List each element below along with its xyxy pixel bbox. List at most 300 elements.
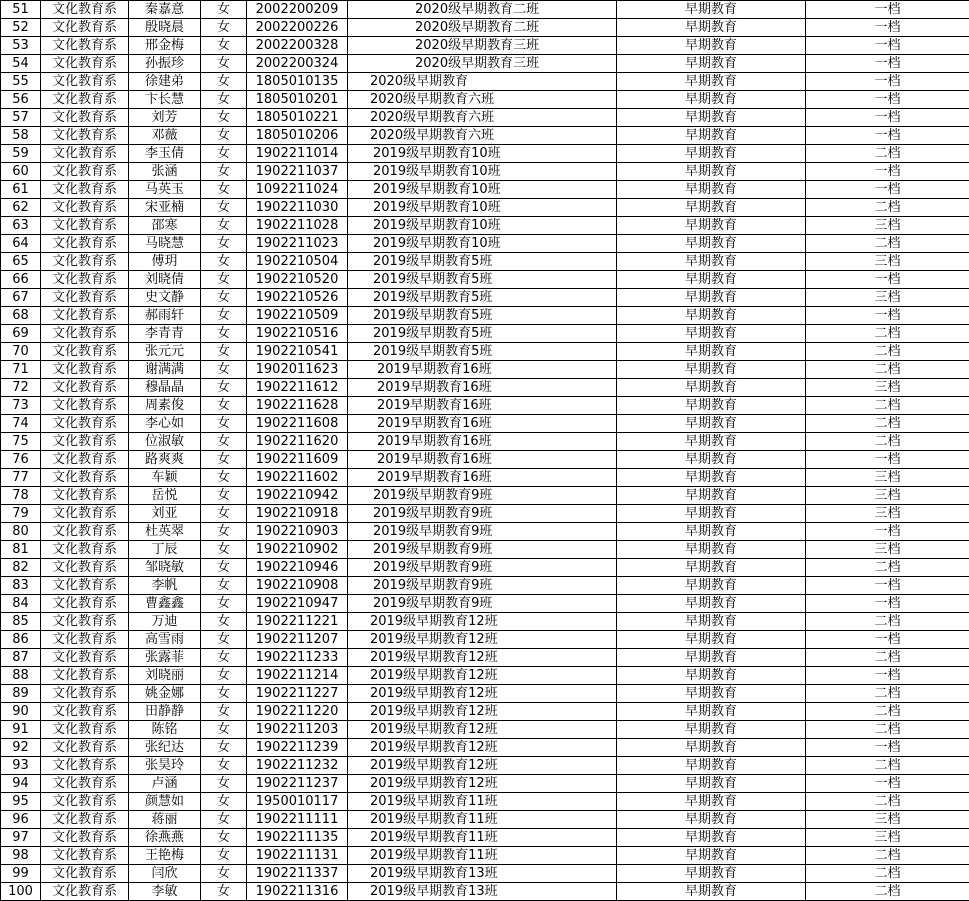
cell-gender: 女 [201,739,247,757]
cell-tier: 三档 [806,505,969,523]
table-row [1,343,969,361]
cell-tier: 二档 [806,703,969,721]
cell-tier: 一档 [806,523,969,541]
cell-class [348,307,617,325]
table-row [1,397,969,415]
cell-department: 文化教育系 [41,775,129,793]
table-row [1,379,969,397]
cell-student-id: 1902210918 [247,505,348,523]
cell-gender: 女 [201,451,247,469]
cell-gender: 女 [201,793,247,811]
cell-major: 早期教育 [617,91,806,109]
cell-department: 文化教育系 [41,91,129,109]
cell-student-name: 丁辰 [129,541,201,559]
cell-department: 文化教育系 [41,235,129,253]
cell-gender: 女 [201,19,247,37]
cell-class [348,1,617,19]
class-label: 2020级早期教育三班 [415,56,540,71]
cell-student-id: 1902210902 [247,541,348,559]
cell-tier: 一档 [806,307,969,325]
cell-department: 文化教育系 [41,883,129,901]
cell-row-number: 66 [1,271,41,289]
cell-major: 早期教育 [617,793,806,811]
cell-student-name: 李敏 [129,883,201,901]
cell-major: 早期教育 [617,217,806,235]
cell-tier: 一档 [806,109,969,127]
cell-student-id: 1902211023 [247,235,348,253]
cell-tier: 一档 [806,775,969,793]
cell-tier: 一档 [806,163,969,181]
cell-gender: 女 [201,325,247,343]
cell-student-id: 1902211014 [247,145,348,163]
cell-row-number: 85 [1,613,41,631]
class-label: 2020级早期教育二班 [415,2,540,17]
cell-department: 文化教育系 [41,325,129,343]
cell-student-name: 颜慧如 [129,793,201,811]
cell-student-name: 殷晓晨 [129,19,201,37]
cell-major: 早期教育 [617,343,806,361]
cell-department: 文化教育系 [41,163,129,181]
cell-student-name: 位淑敏 [129,433,201,451]
cell-class [348,631,617,649]
cell-major: 早期教育 [617,613,806,631]
cell-tier: 二档 [806,649,969,667]
class-label: 2019级早期教育10班 [373,164,501,179]
cell-student-name: 路爽爽 [129,451,201,469]
cell-department: 文化教育系 [41,469,129,487]
cell-student-id: 1902211237 [247,775,348,793]
cell-department: 文化教育系 [41,1,129,19]
class-label: 2020级早期教育 [370,74,469,89]
class-label: 2019早期教育16班 [377,470,492,485]
cell-student-id: 1902210541 [247,343,348,361]
table-row [1,127,969,145]
cell-tier: 二档 [806,397,969,415]
class-label: 2019早期教育16班 [377,416,492,431]
cell-department: 文化教育系 [41,757,129,775]
class-label: 2020级早期教育六班 [370,92,495,107]
cell-student-name: 马英玉 [129,181,201,199]
cell-tier: 二档 [806,721,969,739]
table-row [1,541,969,559]
cell-class [348,127,617,145]
cell-major: 早期教育 [617,127,806,145]
cell-student-name: 李心如 [129,415,201,433]
cell-student-name: 张元元 [129,343,201,361]
table-row [1,415,969,433]
cell-department: 文化教育系 [41,199,129,217]
table-row [1,793,969,811]
cell-gender: 女 [201,775,247,793]
cell-gender: 女 [201,343,247,361]
cell-student-id: 1805010206 [247,127,348,145]
cell-student-id: 1902211608 [247,415,348,433]
cell-department: 文化教育系 [41,847,129,865]
cell-student-id: 1902211628 [247,397,348,415]
cell-class [348,883,617,901]
cell-student-name: 郝雨轩 [129,307,201,325]
cell-student-name: 刘亚 [129,505,201,523]
cell-student-id: 1805010221 [247,109,348,127]
cell-student-name: 万迪 [129,613,201,631]
class-label: 2019级早期教育10班 [373,200,501,215]
cell-class [348,253,617,271]
cell-student-id: 1902211337 [247,865,348,883]
cell-student-id: 1902211030 [247,199,348,217]
cell-student-id: 1902211214 [247,667,348,685]
cell-student-id: 1902211620 [247,433,348,451]
cell-student-id: 1902210903 [247,523,348,541]
cell-student-name: 傅玥 [129,253,201,271]
cell-gender: 女 [201,91,247,109]
table-row [1,865,969,883]
class-label: 2019级早期教育12班 [370,650,498,665]
cell-tier: 三档 [806,253,969,271]
cell-gender: 女 [201,271,247,289]
class-label: 2019级早期教育12班 [370,668,498,683]
table-row [1,757,969,775]
cell-tier: 一档 [806,631,969,649]
cell-row-number: 76 [1,451,41,469]
cell-tier: 一档 [806,55,969,73]
cell-student-name: 周素俊 [129,397,201,415]
cell-gender: 女 [201,37,247,55]
cell-department: 文化教育系 [41,307,129,325]
cell-major: 早期教育 [617,451,806,469]
cell-row-number: 69 [1,325,41,343]
cell-department: 文化教育系 [41,649,129,667]
cell-tier: 二档 [806,559,969,577]
class-label: 2019级早期教育11班 [370,830,498,845]
cell-gender: 女 [201,289,247,307]
cell-gender: 女 [201,649,247,667]
cell-major: 早期教育 [617,775,806,793]
cell-row-number: 84 [1,595,41,613]
cell-student-id: 1902211220 [247,703,348,721]
cell-student-id: 1805010201 [247,91,348,109]
cell-major: 早期教育 [617,307,806,325]
cell-department: 文化教育系 [41,127,129,145]
cell-tier: 二档 [806,613,969,631]
cell-student-id: 2002200324 [247,55,348,73]
cell-student-id: 2002200209 [247,1,348,19]
cell-gender: 女 [201,55,247,73]
cell-major: 早期教育 [617,1,806,19]
table-row [1,451,969,469]
cell-student-id: 1902210947 [247,595,348,613]
cell-gender: 女 [201,523,247,541]
class-label: 2019级早期教育13班 [370,866,498,881]
cell-student-id: 1902211602 [247,469,348,487]
cell-row-number: 87 [1,649,41,667]
cell-class [348,649,617,667]
cell-student-name: 闫欣 [129,865,201,883]
cell-class [348,415,617,433]
table-row [1,73,969,91]
cell-student-id: 1902211316 [247,883,348,901]
cell-student-id: 1902211239 [247,739,348,757]
cell-gender: 女 [201,577,247,595]
table-row [1,559,969,577]
cell-student-id: 1902211037 [247,163,348,181]
cell-department: 文化教育系 [41,739,129,757]
cell-tier: 一档 [806,577,969,595]
table-row [1,595,969,613]
table-row [1,847,969,865]
cell-gender: 女 [201,199,247,217]
cell-student-name: 岳悦 [129,487,201,505]
cell-tier: 二档 [806,199,969,217]
cell-student-name: 徐燕燕 [129,829,201,847]
cell-class [348,289,617,307]
cell-department: 文化教育系 [41,217,129,235]
cell-row-number: 63 [1,217,41,235]
cell-student-id: 2002200226 [247,19,348,37]
class-label: 2019早期教育16班 [377,398,492,413]
cell-major: 早期教育 [617,289,806,307]
cell-gender: 女 [201,163,247,181]
cell-student-name: 田静静 [129,703,201,721]
cell-row-number: 62 [1,199,41,217]
class-label: 2019级早期教育13班 [370,884,498,899]
cell-student-id: 1902211131 [247,847,348,865]
cell-student-name: 李帆 [129,577,201,595]
cell-department: 文化教育系 [41,343,129,361]
cell-class [348,577,617,595]
cell-tier: 一档 [806,91,969,109]
cell-tier: 二档 [806,757,969,775]
cell-student-name: 高雪雨 [129,631,201,649]
table-row [1,433,969,451]
class-label: 2019级早期教育9班 [373,542,493,557]
cell-student-id: 1902210509 [247,307,348,325]
cell-class [348,847,617,865]
class-label: 2019级早期教育9班 [373,506,493,521]
cell-student-id: 1902211111 [247,811,348,829]
cell-student-name: 张昊玲 [129,757,201,775]
cell-student-name: 刘芳 [129,109,201,127]
cell-class [348,541,617,559]
cell-department: 文化教育系 [41,523,129,541]
cell-class [348,793,617,811]
cell-major: 早期教育 [617,649,806,667]
cell-department: 文化教育系 [41,379,129,397]
cell-student-id: 1902211028 [247,217,348,235]
cell-tier: 二档 [806,793,969,811]
cell-row-number: 70 [1,343,41,361]
cell-student-id: 1902210516 [247,325,348,343]
table-row [1,181,969,199]
cell-gender: 女 [201,73,247,91]
cell-class [348,235,617,253]
cell-class [348,343,617,361]
cell-class [348,55,617,73]
class-label: 2020级早期教育三班 [415,38,540,53]
cell-gender: 女 [201,487,247,505]
cell-department: 文化教育系 [41,109,129,127]
cell-class [348,199,617,217]
table-row [1,469,969,487]
cell-major: 早期教育 [617,703,806,721]
cell-row-number: 60 [1,163,41,181]
cell-tier: 一档 [806,181,969,199]
cell-class [348,451,617,469]
cell-student-name: 邹晓敏 [129,559,201,577]
cell-student-id: 1902210526 [247,289,348,307]
class-label: 2019级早期教育9班 [373,524,493,539]
cell-tier: 二档 [806,325,969,343]
cell-gender: 女 [201,505,247,523]
table-row [1,685,969,703]
class-label: 2019级早期教育9班 [373,596,493,611]
cell-gender: 女 [201,145,247,163]
table-row [1,55,969,73]
cell-class [348,757,617,775]
cell-department: 文化教育系 [41,811,129,829]
table-row [1,109,969,127]
cell-gender: 女 [201,829,247,847]
cell-student-name: 刘晓倩 [129,271,201,289]
class-label: 2019级早期教育9班 [373,578,493,593]
cell-row-number: 99 [1,865,41,883]
cell-row-number: 67 [1,289,41,307]
table-row [1,325,969,343]
cell-major: 早期教育 [617,595,806,613]
table-row [1,739,969,757]
cell-student-id: 1805010135 [247,73,348,91]
table-row [1,163,969,181]
table-body [1,1,969,901]
cell-major: 早期教育 [617,811,806,829]
cell-student-id: 1092211024 [247,181,348,199]
cell-row-number: 51 [1,1,41,19]
cell-student-id: 1902211203 [247,721,348,739]
cell-row-number: 56 [1,91,41,109]
cell-row-number: 94 [1,775,41,793]
cell-student-name: 李青青 [129,325,201,343]
cell-row-number: 80 [1,523,41,541]
cell-row-number: 79 [1,505,41,523]
cell-row-number: 82 [1,559,41,577]
cell-row-number: 100 [1,883,41,901]
cell-department: 文化教育系 [41,685,129,703]
cell-tier: 二档 [806,865,969,883]
cell-department: 文化教育系 [41,793,129,811]
table-row [1,523,969,541]
cell-gender: 女 [201,469,247,487]
cell-class [348,667,617,685]
cell-student-id: 2002200328 [247,37,348,55]
class-label: 2019级早期教育5班 [373,290,493,305]
cell-class [348,829,617,847]
cell-row-number: 52 [1,19,41,37]
cell-gender: 女 [201,865,247,883]
table-row [1,145,969,163]
cell-class [348,37,617,55]
cell-department: 文化教育系 [41,433,129,451]
class-label: 2019级早期教育12班 [370,758,498,773]
cell-student-id: 1902210504 [247,253,348,271]
cell-row-number: 75 [1,433,41,451]
table-row [1,577,969,595]
cell-row-number: 64 [1,235,41,253]
cell-major: 早期教育 [617,145,806,163]
class-label: 2020级早期教育六班 [370,110,495,125]
cell-department: 文化教育系 [41,73,129,91]
cell-department: 文化教育系 [41,613,129,631]
cell-class [348,91,617,109]
table-row [1,721,969,739]
table-row [1,613,969,631]
table-row [1,811,969,829]
class-label: 2019级早期教育10班 [373,182,501,197]
cell-student-id: 1902211221 [247,613,348,631]
cell-row-number: 57 [1,109,41,127]
table-row [1,199,969,217]
cell-class [348,145,617,163]
cell-class [348,505,617,523]
cell-department: 文化教育系 [41,19,129,37]
class-label: 2019级早期教育5班 [373,326,493,341]
cell-row-number: 71 [1,361,41,379]
cell-gender: 女 [201,703,247,721]
class-label: 2019级早期教育12班 [370,776,498,791]
cell-student-id: 1902210946 [247,559,348,577]
cell-major: 早期教育 [617,631,806,649]
class-label: 2019级早期教育12班 [370,614,498,629]
cell-gender: 女 [201,847,247,865]
cell-tier: 三档 [806,541,969,559]
cell-student-id: 1902211609 [247,451,348,469]
cell-department: 文化教育系 [41,577,129,595]
cell-major: 早期教育 [617,55,806,73]
cell-department: 文化教育系 [41,271,129,289]
cell-major: 早期教育 [617,379,806,397]
cell-row-number: 78 [1,487,41,505]
table-row [1,253,969,271]
cell-class [348,703,617,721]
cell-department: 文化教育系 [41,415,129,433]
cell-department: 文化教育系 [41,703,129,721]
class-label: 2019级早期教育11班 [370,848,498,863]
cell-major: 早期教育 [617,109,806,127]
cell-major: 早期教育 [617,271,806,289]
cell-tier: 一档 [806,73,969,91]
cell-student-name: 秦嘉意 [129,1,201,19]
cell-gender: 女 [201,595,247,613]
cell-major: 早期教育 [617,883,806,901]
cell-student-id: 1902211612 [247,379,348,397]
cell-class [348,109,617,127]
cell-student-id: 1902011623 [247,361,348,379]
cell-row-number: 92 [1,739,41,757]
cell-class [348,433,617,451]
cell-major: 早期教育 [617,163,806,181]
class-label: 2019早期教育16班 [377,434,492,449]
cell-department: 文化教育系 [41,55,129,73]
cell-row-number: 96 [1,811,41,829]
cell-row-number: 89 [1,685,41,703]
cell-major: 早期教育 [617,829,806,847]
cell-student-name: 蒋丽 [129,811,201,829]
class-label: 2019级早期教育5班 [373,272,493,287]
table-row [1,361,969,379]
cell-gender: 女 [201,181,247,199]
cell-major: 早期教育 [617,361,806,379]
cell-gender: 女 [201,811,247,829]
cell-major: 早期教育 [617,757,806,775]
cell-major: 早期教育 [617,505,806,523]
